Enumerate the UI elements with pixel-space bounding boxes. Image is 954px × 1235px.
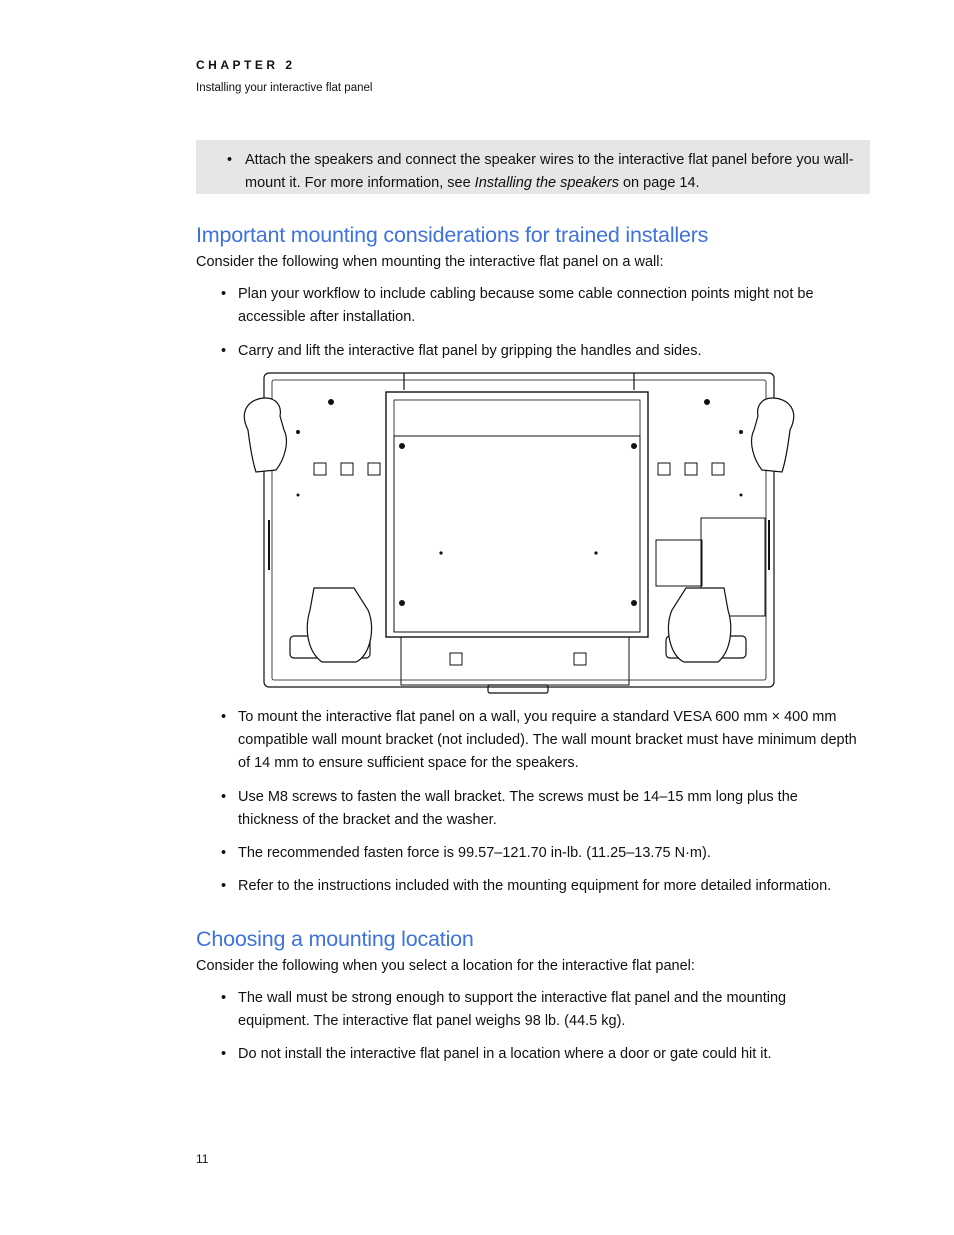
note-item [245, 149, 855, 195]
note-text-before: Attach the speakers and connect the speaker wires to the interactive flat panel before you wall-mount it. For more information, see [245, 152, 854, 191]
list-item: • Carry and lift the interactive flat panel by gripping the handles and sides. [238, 340, 858, 363]
list-item: • The recommended fasten force is 99.57–121.70 in-lb. (11.25–13.75 N·m). [238, 842, 858, 865]
list-item: • Use M8 screws to fasten the wall bracket. The screws must be 14–15 mm long plus the thickness of the bracket and the washer. [238, 786, 858, 832]
section-title-mounting-considerations: Important mounting considerations for trained installers [196, 223, 709, 247]
list-item: • Do not install the interactive flat panel in a location where a door or gate could hit it. [238, 1043, 858, 1066]
list-item: • The wall must be strong enough to support the interactive flat panel and the mounting equipment. The interactive flat panel weighs 98 lb. (44.5 kg). [238, 987, 828, 1033]
chapter-label: CHAPTER 2 [196, 58, 296, 72]
chapter-subtitle: Installing your interactive flat panel [196, 82, 373, 94]
note-text-after: on page 14. [618, 175, 700, 191]
list-item: • Refer to the instructions included with the mounting equipment for more detailed information. [238, 875, 862, 898]
section-title-mounting-location: Choosing a mounting location [196, 927, 474, 951]
list-item: • To mount the interactive flat panel on a wall, you require a standard VESA 600 mm × 400 mm compatible wall mount bracket (not included). The wall mount bracket must have minimum depth of 14 mm to ensure sufficient space for the speakers. [238, 706, 862, 775]
note-box [196, 140, 870, 194]
page-number: 11 [196, 1152, 209, 1166]
section-intro-mounting-considerations: Consider the following when mounting the interactive flat panel on a wall: [196, 254, 664, 270]
list-item: • Plan your workflow to include cabling because some cable connection points might not be accessible after installation. [238, 283, 858, 329]
section-intro-mounting-location: Consider the following when you select a location for the interactive flat panel: [196, 958, 695, 974]
panel-back-illustration [236, 370, 802, 695]
note-link-text: Installing the speakers [474, 175, 619, 191]
